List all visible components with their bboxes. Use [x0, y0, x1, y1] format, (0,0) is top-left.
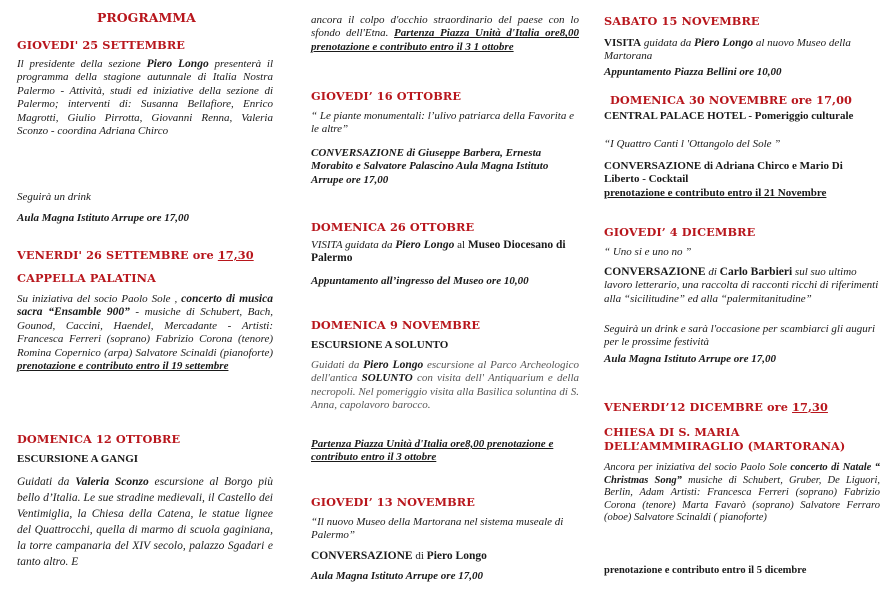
programme-title: PROGRAMMA — [97, 10, 196, 25]
event-continuation: ancora il colpo d'occhio straordinario del paese con lo sfondo dell'Etna. Partenza Piazza Unità d'Italia ore8,00 prenotazione e contributo entro il 3 1 ottobre — [311, 14, 579, 53]
speaker-name: Piero Longo — [146, 58, 209, 70]
event-date: DOMENICA 30 NOVEMBRE ore 17,00 — [610, 93, 853, 107]
event-date: GIOVEDI' 25 SETTEMBRE — [17, 38, 186, 52]
event-date: GIOVEDI’ 16 OTTOBRE — [311, 89, 462, 103]
event-date: DOMENICA 26 OTTOBRE — [311, 220, 475, 234]
event-description: Guidati da Valeria Sconzo escursione al Borgo più bello d’Italia. Le sue stradine medievali, il Castello dei Ventimiglia, la Chiesa della Catena, le statue lignee del Quattrocchi, quella di marmo di scuola gaginiana, la torre campanaria del XIV secolo, palazzo Sgadari e tanto altro. E — [17, 476, 273, 568]
event-description: Guidati da Piero Longo escursione al Parco Archeologico dell'antica SOLUNTO con visita dell' Antiquarium e della necropoli. Nel pomeriggio visita alla Basilica soluntina di S. Anna, capolavoro barocco. — [311, 359, 580, 412]
event-date: GIOVEDI’ 4 DICEMBRE — [604, 225, 756, 239]
event-description: Il presidente della sezione Piero Longo presenterà il programma della stagione autunnale di Italia Nostra Palermo - Attività, studi ed iniziative della sezione di Palermo; interventi di: Susanna Bellafiore, Enrico Magrotti, Giulio Pirrotta, Giovanni Renna, Valeria Sconzo - coordina Adriana Chirco — [17, 58, 274, 138]
event-subtitle: ESCURSIONE A GANGI — [17, 453, 139, 465]
venue-title: CAPPELLA PALATINA — [17, 271, 156, 285]
venue-title: CHIESA DI S. MARIA DELL’AMMMIRAGLIO (MARTORANA) — [604, 425, 846, 453]
appointment-info: Appuntamento all’ingresso del Museo ore 10,00 — [311, 275, 529, 287]
event-description: CONVERSAZIONE di Carlo Barbieri sul suo ultimo lavoro letterario, una raccolta di racconti ricchi di riferimenti alla “sicilitudine” ed alla “palermitanitudine” — [604, 266, 879, 305]
drink-note: Seguirà un drink — [17, 191, 91, 203]
event-description: VISITA guidata da Piero Longo al nuovo Museo della Martorana — [604, 37, 851, 63]
departure-info: Partenza Piazza Unità d'Italia ore8,00 prenotazione e contributo entro il 3 ottobre — [311, 438, 554, 464]
event-date: SABATO 15 NOVEMBRE — [604, 14, 760, 28]
event-date: DOMENICA 9 NOVEMBRE — [311, 318, 481, 332]
event-description: VISITA guidata da Piero Longo al Museo Diocesano di Palermo — [311, 239, 566, 265]
conversation-info: CONVERSAZIONE di Piero Longo — [311, 550, 487, 562]
event-date: VENERDI' 26 SETTEMBRE ore 17,30 — [17, 248, 254, 262]
event-description: Su iniziativa del socio Paolo Sole , concerto di musica sacra “Ensamble 900” - musiche di Schubert, Bach, Gounod, Caccini, Haendel, Mercadante - Artisti: Francesca Ferreri (soprano) Fabrizio Corona (tenore) Romina Copernico (arpa) Salvatore Scinaldi (pianoforte) prenotazione e contributo entro il 19 settembre — [17, 293, 274, 373]
conversation-info: CONVERSAZIONE di Giuseppe Barbera, Ernesta Morabito e Salvatore Palascino Aula Magna Istituto Arrupe ore 17,00 — [311, 147, 549, 186]
event-time: 17,30 — [217, 248, 254, 262]
event-description: “Il nuovo Museo della Martorana nel sistema museale di Palermo” — [311, 516, 564, 542]
conversation-info: CONVERSAZIONE di Adriana Chirco e Mario Di Liberto - Cocktail — [604, 160, 843, 186]
event-venue: Aula Magna Istituto Arrupe ore 17,00 — [604, 353, 776, 365]
event-subtitle: ESCURSIONE A SOLUNTO — [311, 339, 449, 351]
venue-info: CENTRAL PALACE HOTEL - Pomeriggio culturale — [604, 110, 854, 122]
event-date: VENERDI’12 DICEMBRE ore 17,30 — [604, 400, 828, 414]
event-date: GIOVEDI’ 13 NOVEMBRE — [311, 495, 475, 509]
event-description: “I Quattro Canti l 'Ottangolo del Sole ” — [604, 138, 781, 150]
event-date: DOMENICA 12 OTTOBRE — [17, 432, 181, 446]
event-quote: “ Uno si e uno no ” — [604, 246, 692, 258]
booking-info: prenotazione e contributo entro il 5 dicembre — [604, 565, 807, 576]
event-description: “ Le piante monumentali: l’ulivo patriarca della Favorita e le altre” — [311, 110, 574, 136]
event-description: Ancora per iniziativa del socio Paolo Sole concerto di Natale “ Christmas Song” musiche di Schubert, Gruber, De Liguori, Berlin, Adam Artisti: Francesca Ferreri (soprano) Fabrizio Corona (tenore) Marta Favarò (soprano) Salvatore Ferraro (oboe) Salvatore Scinaldi ( pianoforte) — [604, 462, 880, 524]
event-time: 17,30 — [792, 400, 828, 414]
appointment-info: Appuntamento Piazza Bellini ore 10,00 — [604, 66, 782, 78]
guide-name: Valeria Sconzo — [75, 476, 149, 488]
event-venue: Aula Magna Istituto Arrupe ore 17,00 — [17, 212, 189, 224]
booking-info: prenotazione e contributo entro il 21 Novembre — [604, 187, 827, 199]
event-venue: Aula Magna Istituto Arrupe ore 17,00 — [311, 570, 483, 582]
drink-note: Seguirà un drink e sarà l'occasione per scambiarci gli auguri per le prossime festività — [604, 323, 876, 349]
